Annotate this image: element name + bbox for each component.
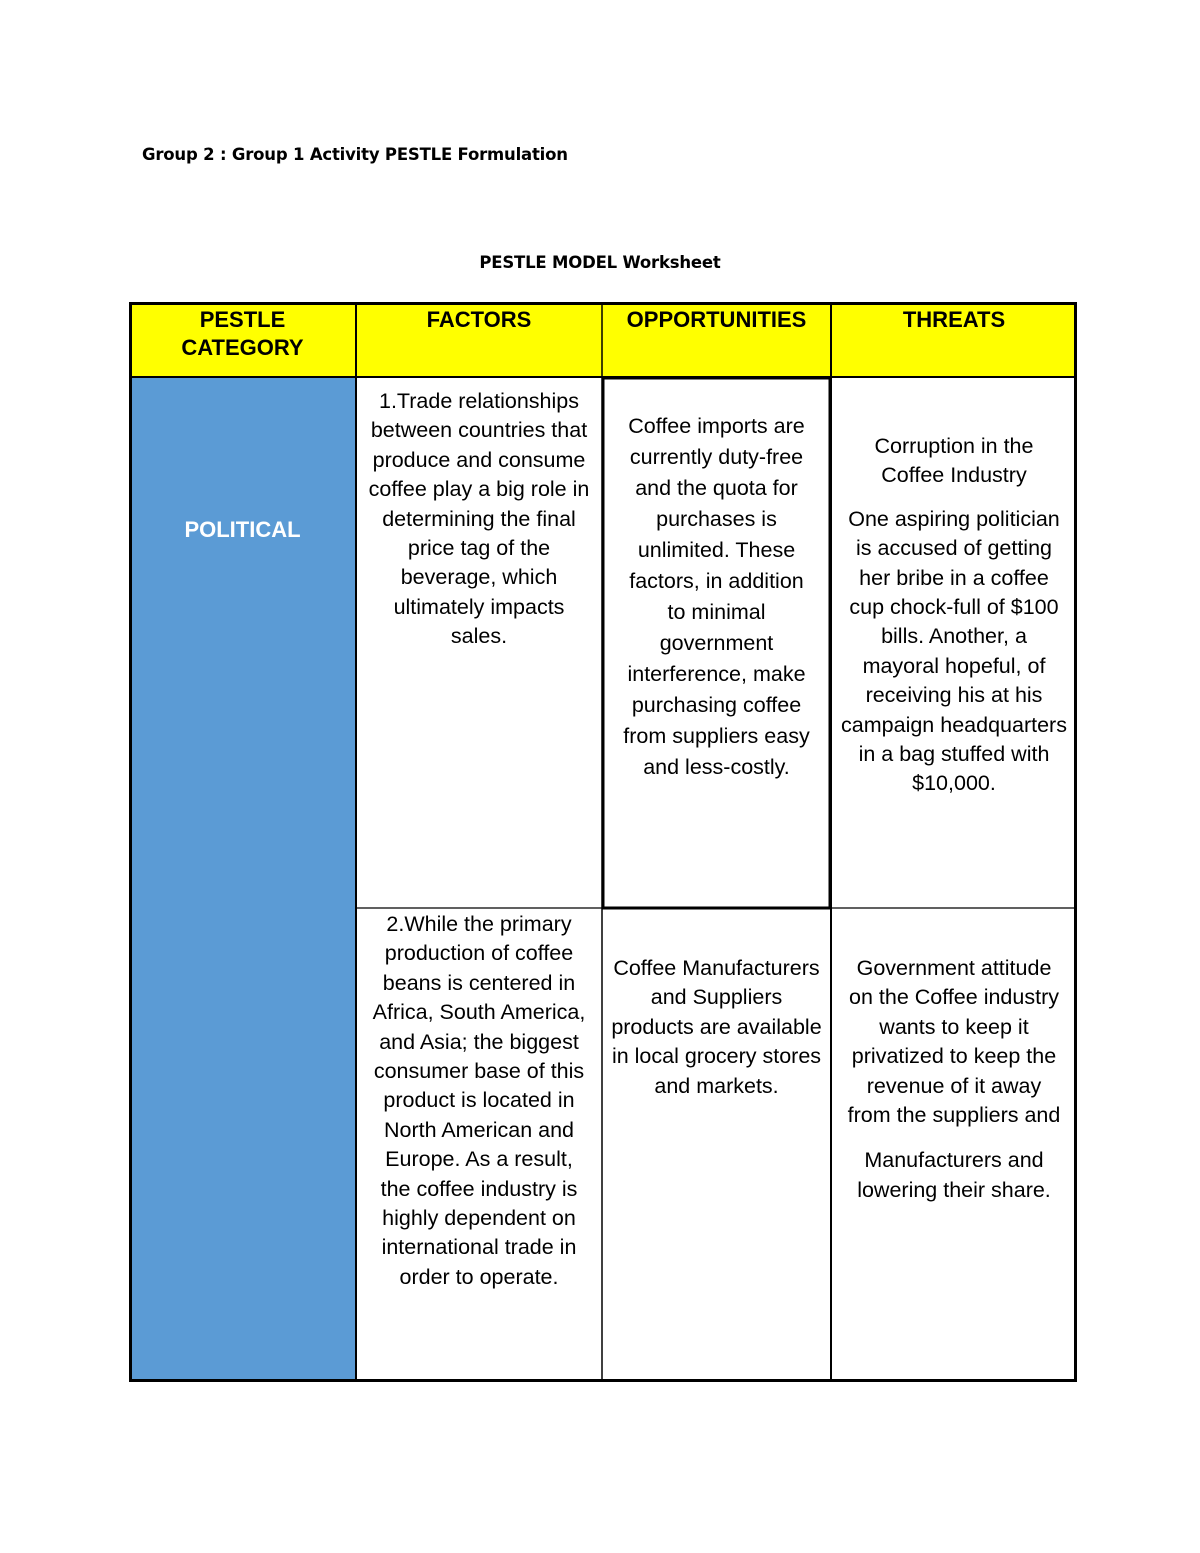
document-heading: Group 2 : Group 1 Activity PESTLE Formulation [142, 145, 568, 164]
row1-threat-title: Corruption in the Coffee Industry [874, 434, 1034, 488]
worksheet-title: PESTLE MODEL Worksheet [479, 253, 721, 272]
header-category-label: PESTLE CATEGORY [181, 307, 304, 360]
row2-opportunity-text: Coffee Manufacturers and Suppliers products are available in local grocery stores and markets. [611, 956, 822, 1098]
header-opportunities-label: OPPORTUNITIES [626, 307, 807, 332]
row2-threat-tail: Manufacturers and lowering their share. [857, 1148, 1051, 1202]
header-category [129, 302, 356, 377]
row1-factor [356, 377, 602, 908]
row1-factor-text: 1.Trade relationships between countries that produce and consume coffee play a big role in determining the final price tag of the beverage, which ultimately impacts sales. [368, 389, 590, 649]
row1-threat-body: One aspiring politician is accused of getting her bribe in a coffee cup chock-full of $100 bills. Another, a mayoral hopeful, of receiving his at his campaign headquarters in a bag stuffed with $10,000. [841, 506, 1067, 796]
row1-opportunity [602, 377, 831, 908]
category-political-label: POLITICAL [184, 517, 301, 542]
header-threats [831, 302, 1077, 377]
row2-opportunity [602, 908, 831, 1382]
header-factors [356, 302, 602, 377]
header-opportunities [602, 302, 831, 377]
row1-threat [831, 377, 1077, 908]
category-cell [129, 377, 356, 1382]
row1-opportunity-text: Coffee imports are currently duty-free and the quota for purchases is unlimited. These factors, in addition to minimal government interference, make purchasing coffee from suppliers easy and less-costly. [623, 414, 810, 779]
row2-factor-text: 2.While the primary production of coffee beans is centered in Africa, South America, and Asia; the biggest consumer base of this product is located in North American and Europe. As a result, the coffee industry is highly dependent on international trade in order to operate. [372, 912, 586, 1289]
pestle-table [129, 302, 1077, 1382]
row2-factor [356, 908, 602, 1382]
header-factors-label: FACTORS [426, 307, 532, 332]
row2-threat-body: Government attitude on the Coffee industry wants to keep it privatized to keep the revenue of it away from the suppliers and [847, 956, 1061, 1128]
row2-threat [831, 908, 1077, 1382]
header-threats-label: THREATS [902, 307, 1006, 332]
